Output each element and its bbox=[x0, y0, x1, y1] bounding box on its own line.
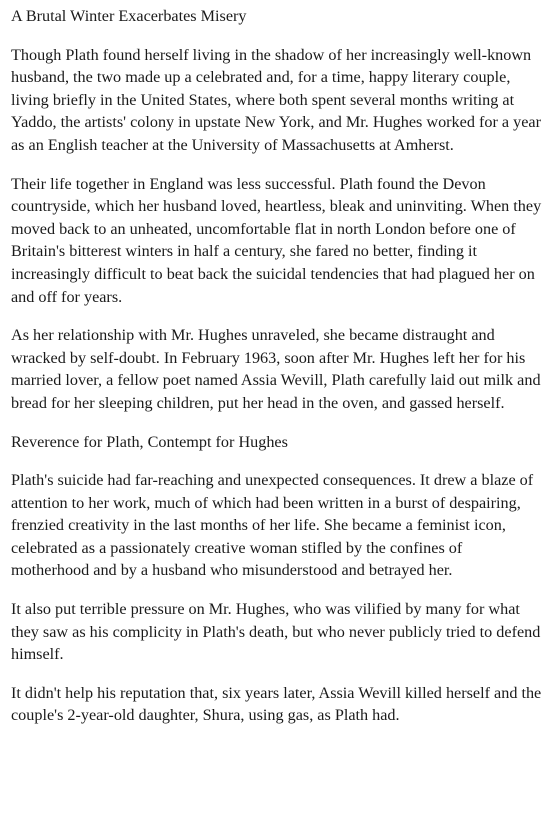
section-heading: Reverence for Plath, Contempt for Hughes bbox=[11, 432, 288, 451]
paragraph: It also put terrible pressure on Mr. Hughes, who was vilified by many for what they saw as his complicity in Plath's death, but who never publicly tried to defend himself. bbox=[11, 600, 541, 664]
paragraph: As her relationship with Mr. Hughes unraveled, she became distraught and wracked by self-doubt. In February 1963, soon after Mr. Hughes left her for his married lover, a fellow poet named Assia Wevill, Plath carefully laid out milk and bread for her sleeping children, put her head in the oven, and gassed herself. bbox=[11, 326, 541, 412]
section-heading: A Brutal Winter Exacerbates Misery bbox=[11, 7, 247, 25]
paragraph: Though Plath found herself living in the shadow of her increasingly well-known husband, the two made up a celebrated and, for a time, happy literary couple, living briefly in the United States, where both spent several months writing at Yaddo, the artists' colony in upstate New York, and Mr. Hughes worked for a year as an English teacher at the University of Massachusetts at Amherst. bbox=[11, 45, 541, 154]
paragraph: It didn't help his reputation that, six years later, Assia Wevill killed herself and the couple's 2-year-old daughter, Shura, using gas, as Plath had. bbox=[11, 683, 542, 725]
paragraph: Plath's suicide had far-reaching and unexpected consequences. It drew a blaze of attention to her work, much of which had been written in a burst of despairing, frenzied creativity in the last months of her life. She became a feminist icon, celebrated as a passionately creative woman stifled by the confines of motherhood and by a husband who misunderstood and betrayed her. bbox=[11, 471, 534, 580]
paragraph: Their life together in England was less successful. Plath found the Devon countryside, which her husband loved, heartless, bleak and uninviting. When they moved back to an unheated, uncomfortable flat in north London before one of Britain's bitterest winters in half a century, she fared no better, finding it increasingly difficult to beat back the suicidal tendencies that had plagued her on and off for years. bbox=[11, 174, 542, 306]
